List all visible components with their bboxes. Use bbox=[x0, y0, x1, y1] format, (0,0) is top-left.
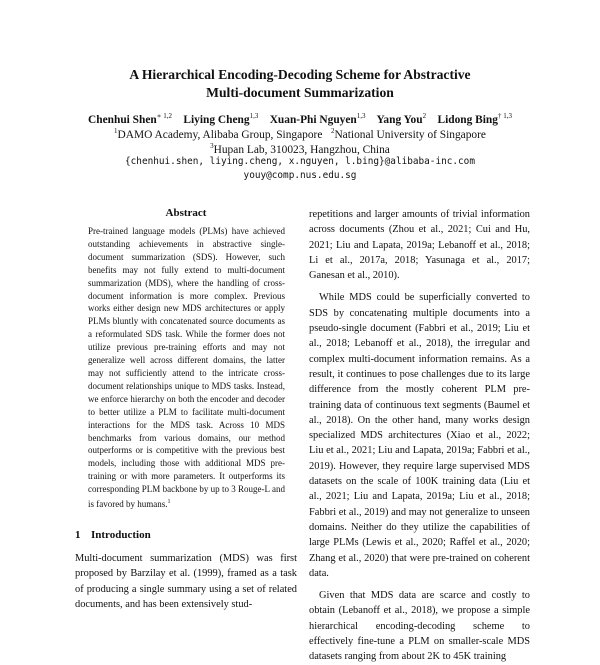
author-affiliation-mark: ∗ 1,2 bbox=[156, 112, 173, 120]
author-name: Chenhui Shen bbox=[88, 113, 157, 126]
section-title: Introduction bbox=[91, 529, 151, 541]
affiliation-mark: 3 bbox=[210, 142, 214, 150]
affiliation-nus: National University of Singapore bbox=[334, 128, 486, 141]
abstract-body bbox=[88, 225, 285, 517]
abstract-heading: Abstract bbox=[165, 207, 207, 219]
email-line-1: {chenhui.shen, liying.cheng, x.nguyen, l.bing}@alibaba-inc.com bbox=[125, 156, 475, 167]
footnote-mark: 1 bbox=[167, 499, 171, 506]
body-paragraph: While MDS could be superficially converted to SDS by concatenating multiple documents into a pseudo-single document (Fabbri et al., 2019; Liu et al., 2018; Lebanoff et al., 2018), the irregular and complex multi-document information remains. As a result, it continues to pose challenges due to its large difference from the mostly coherent PLM pre-training data of continuous text segments (Baumel et al., 2018). On the other hand, many works design specialized MDS architectures (Xiao et al., 2022; Liu et al., 2021; Liu and Lapata, 2019a; Fabbri et al., 2019). However, they require large supervised MDS datasets on the scale of 100K training data (Liu et al., 2021; Liu and Lapata, 2019a; Liu et al., 2018; Fabbri et al., 2019) and may not generalize to unseen domains. Neither do they utilize the capabilities of large PLMs (Lewis et al., 2020; Raffel et al., 2020; Zhang et al., 2020) that were pre-trained on coherent data. bbox=[309, 292, 530, 579]
title-line-2: Multi-document Summarization bbox=[206, 85, 394, 100]
affiliation-mark: 2 bbox=[330, 127, 335, 135]
section-heading-introduction bbox=[75, 528, 297, 542]
body-paragraph: Given that MDS data are scarce and costly to obtain (Lebanoff et al., 2018), we propose a simple hierarchical encoding-decoding scheme to effectively fine-tune a PLM on smaller-scale MDS datasets ranging from about 2K to 45K training bbox=[309, 590, 530, 663]
introduction-paragraph: Multi-document summarization (MDS) was first proposed by Barzilay et al. (1999), framed as a task of producing a single summary using a set of related documents, and has been extensively stud- bbox=[75, 553, 297, 610]
author-affiliation-mark: 1,3 bbox=[249, 112, 259, 120]
section-number: 1 bbox=[75, 529, 81, 541]
abstract-text: Pre-trained language models (PLMs) have achieved outstanding achievements in abstractive single-document summarization (SDS). However, such benefits may not fully extend to multi-document summarization (MDS), where the handling of cross-document information is more complex. Previous works either design new MDS architectures or apply PLMs bluntly with concatenated source documents as a reformulated SDS task. While the former does not utilize previous pre-training efforts and may not generalize well across different domains, the latter may not sufficiently attend to the intricate cross-document relationships unique to MDS tasks. Instead, we enforce hierarchy on both the encoder and decoder to better utilize a PLM to facilitate multi-document interactions for the MDS task. Across 10 MDS benchmarks from various domains, our method outperforms or is competitive with the previous best models, including those with additional MDS pre-training or with more parameters. It outperforms its corresponding PLM backbone by up to 3 Rouge-L and is favored by humans. bbox=[88, 226, 285, 510]
affiliation-damo: DAMO Academy, Alibaba Group, Singapore bbox=[117, 128, 323, 141]
right-column bbox=[309, 207, 530, 663]
affiliation-mark: 1 bbox=[114, 127, 118, 135]
body-paragraph: repetitions and larger amounts of trivial information across documents (Zhou et al., 2021; Cui and Hu, 2021; Liu and Lapata, 2019a; Lebanoff et al., 2018; Li et al., 2017a, 2018; Yasunaga et al., 2017; Ganesan et al., 2010). bbox=[309, 209, 530, 282]
email-line-2: youy@comp.nus.edu.sg bbox=[243, 170, 357, 181]
author-affiliation-mark: † 1,3 bbox=[497, 112, 512, 120]
author-affiliation-mark: 2 bbox=[422, 112, 427, 120]
title-line-1: A Hierarchical Encoding-Decoding Scheme for Abstractive bbox=[129, 67, 471, 82]
author-name: Yang You bbox=[376, 113, 423, 126]
author-name: Lidong Bing bbox=[437, 113, 498, 126]
author-affiliation-mark: 1,3 bbox=[356, 112, 366, 120]
author-name: Liying Cheng bbox=[183, 113, 250, 126]
affiliation-hupan: Hupan Lab, 310023, Hangzhou, China bbox=[213, 143, 390, 156]
paper-title bbox=[0, 66, 600, 102]
author-name: Xuan-Phi Nguyen bbox=[269, 113, 357, 126]
